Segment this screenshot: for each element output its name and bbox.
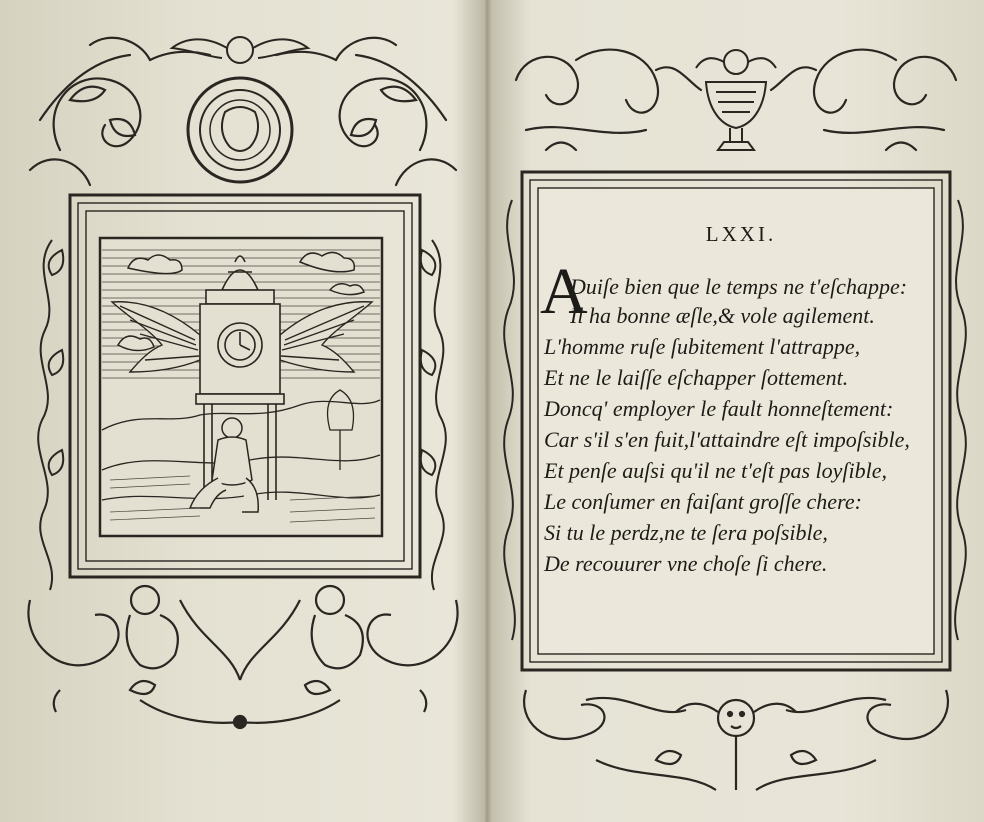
vase-ornament — [696, 50, 776, 150]
emblem-numeral: LXXI. — [705, 222, 777, 246]
left-page — [0, 0, 486, 822]
left-ornamental-frame — [0, 0, 486, 822]
medallion-ornament — [188, 78, 292, 182]
verse-line: L'homme ruſe ſubitement l'attrappe, — [544, 334, 861, 359]
verse-line: Si tu le perdz,ne te ſera poſsible, — [544, 520, 828, 545]
verse-line: Le conſumer en faiſant groſſe chere: — [544, 489, 862, 514]
drop-cap: A — [540, 255, 588, 328]
verse-line: Et penſe auſsi qu'il ne t'eſt pas loyſible, — [544, 458, 888, 483]
verse-line: Car s'il s'en fuit,l'attaindre eſt impoſsible, — [544, 427, 910, 452]
verse-line: Et ne le laiſſe eſchapper ſottement. — [544, 365, 849, 390]
bottom-mask-ornament — [524, 690, 948, 790]
verse-line: Doncq' employer le fault honneſtement: — [544, 396, 894, 421]
woodcut-illustration — [100, 238, 382, 536]
winged-head-ornament — [172, 37, 308, 63]
verse-line: Duiſe bien que le temps ne t'eſchappe: — [570, 274, 908, 299]
bottom-cherubs-ornament — [28, 586, 457, 728]
verse-line: De recouurer vne choſe ſi chere. — [544, 551, 828, 576]
verse-line: Il ha bonne æſle,& vole agilement. — [570, 303, 875, 328]
